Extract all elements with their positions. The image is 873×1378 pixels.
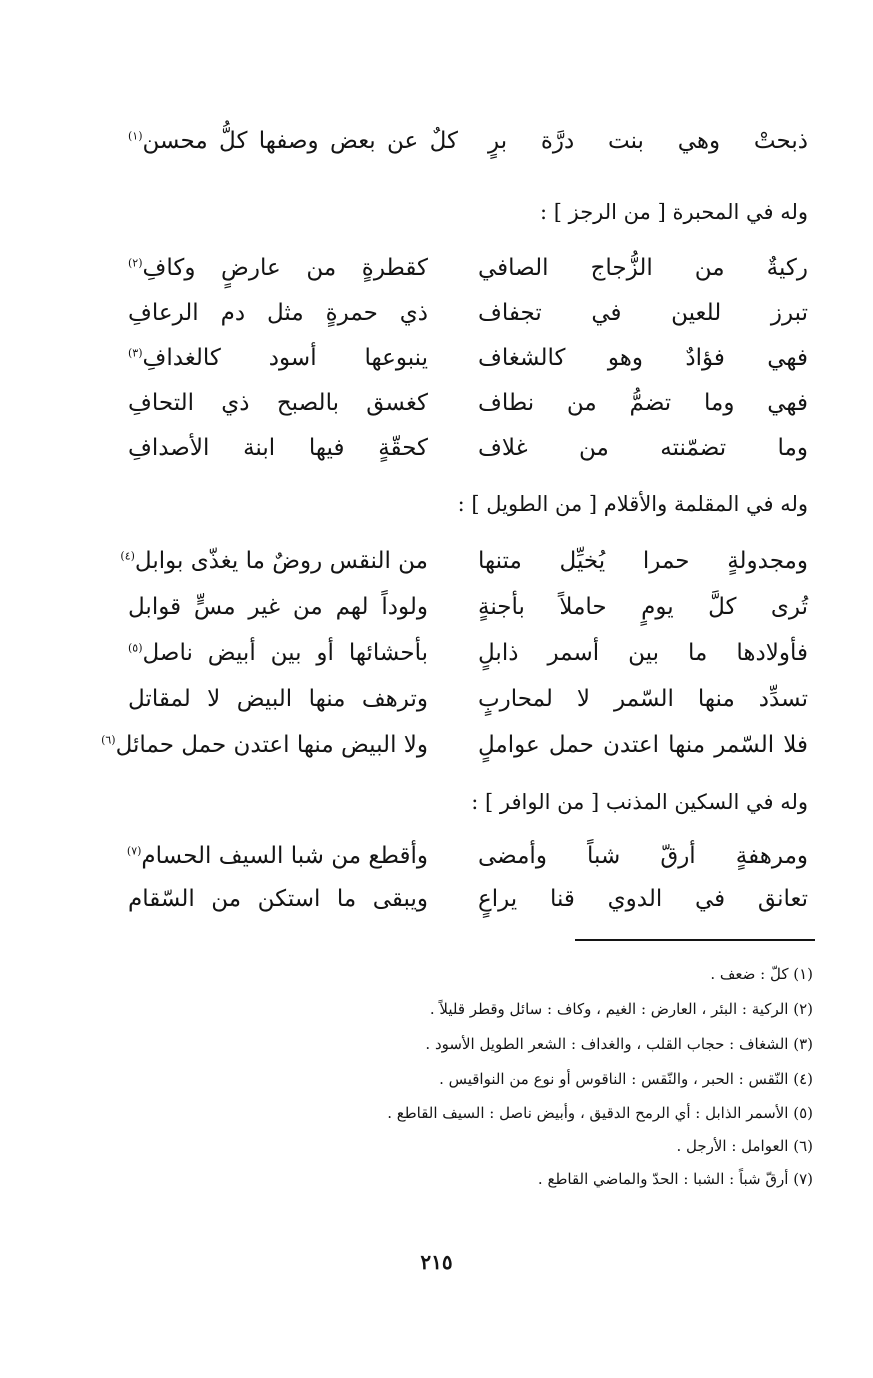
verse-second-hemistich: [128, 345, 428, 371]
verse: [128, 390, 808, 426]
hemistich-text: وأقطع من شبا السيف الحسام: [141, 843, 428, 869]
verse: [120, 548, 808, 584]
footnote: (٥) الأسمر الذابل : أي الرمح الدقيق ، وأبيض ناصل : السيف القاطع .: [387, 1104, 813, 1122]
verse-second-hemistich: [128, 594, 428, 620]
verse-first-hemistich: ومجدولةٍ حمرا يُخيِّل متنها: [478, 548, 808, 574]
hemistich-text: وترهف منها البيض لا لمقاتل: [128, 686, 428, 712]
footnote-marker: (٢): [128, 256, 143, 270]
footnote: (٢) الركية : البئر ، العارض : الغيم ، وكاف : سائل وقطر قليلاً .: [429, 1000, 813, 1018]
verse-first-hemistich: ومرهفةٍ أرقّ شباً وأمضى: [478, 843, 808, 869]
verse-second-hemistich: [128, 686, 428, 712]
section-heading: وله في المحبرة [ من الرجز ] :: [539, 200, 808, 224]
verse: [128, 686, 808, 722]
verse-second-hemistich: [128, 300, 428, 326]
footnote-marker: (٣): [128, 346, 143, 360]
verse: [128, 594, 808, 630]
footnote-marker: (٥): [128, 641, 143, 655]
section-heading: وله في المقلمة والأقلام [ من الطويل ] :: [457, 492, 808, 516]
verse-first-hemistich: فلا السّمر منها اعتدن حمل عواملٍ: [478, 732, 808, 758]
verse-first-hemistich: تُرى كلَّ يومٍ حاملاً بأجنةٍ: [478, 594, 808, 620]
verse: [128, 886, 808, 922]
footnote-marker: (١): [128, 129, 143, 143]
verse-second-hemistich: [128, 128, 458, 154]
footnote-separator: [575, 939, 815, 941]
verse-second-hemistich: [128, 843, 428, 869]
hemistich-text: من النقس روضٌ ما يغذّى بوابل: [134, 548, 428, 574]
verse-first-hemistich: فأولادها ما بين أسمر ذابلٍ: [478, 640, 808, 666]
section-heading: وله في السكين المذنب [ من الوافر ] :: [471, 790, 808, 814]
hemistich-text: ولا البيض منها اعتدن حمل حمائل: [115, 732, 428, 758]
page-number: ٢١٥: [420, 1250, 453, 1274]
footnote: (١) كلّ : ضعف .: [710, 965, 813, 983]
verse-first-hemistich: فهي فؤادٌ وهو كالشغاف: [478, 345, 808, 371]
verse-first-hemistich: تسدِّد منها السّمر لا لمحاربٍ: [478, 686, 808, 712]
footnote: (٦) العوامل : الأرجل .: [676, 1137, 813, 1155]
footnote: (٧) أرقّ شباً : الشبا : الحدّ والماضي القاطع .: [537, 1170, 813, 1188]
verse: [128, 345, 808, 381]
hemistich-text: بأحشائها أو بين أبيض ناصل: [142, 640, 428, 666]
hemistich-text: كلٌ عن بعض وصفها كلُّ محسن: [142, 128, 458, 154]
verse-second-hemistich: [128, 390, 428, 416]
footnote-marker: (٦): [101, 733, 116, 747]
verse-second-hemistich: [128, 435, 428, 461]
verse-second-hemistich: [120, 548, 428, 574]
hemistich-text: ولوداً لهم من غير مسٍّ قوابل: [128, 594, 428, 620]
footnote: (٣) الشغاف : حجاب القلب ، والغداف : الشعر الطويل الأسود .: [425, 1035, 813, 1053]
verse-first-hemistich: ركيةٌ من الزُّجاج الصافي: [478, 255, 808, 281]
footnote-marker: (٧): [126, 844, 142, 858]
verse-first-hemistich: وما تضمّنته من غلاف: [478, 435, 808, 461]
verse-second-hemistich: [128, 640, 428, 666]
hemistich-text: كغسق بالصبح ذي التحافِ: [128, 390, 428, 416]
verse: [128, 255, 808, 291]
verse: [128, 435, 808, 471]
hemistich-text: ويبقى ما استكن من السّقام: [128, 886, 428, 912]
verse: [128, 843, 808, 879]
verse-first-hemistich: فهي وما تضمُّ من نطاف: [478, 390, 808, 416]
footnote-marker: (٤): [120, 549, 135, 563]
verse-first-hemistich: تعانق في الدوي قنا يراعٍ: [478, 886, 808, 912]
verse: [128, 300, 808, 336]
footnote: (٤) النّقس : الحبر ، والنّقس : الناقوس أو نوع من النواقيس .: [439, 1070, 813, 1088]
hemistich-text: كقطرةٍ من عارضٍ وكافِ: [142, 255, 428, 281]
verse: [128, 128, 808, 164]
verse-second-hemistich: [101, 732, 428, 758]
verse-first-hemistich: ذبحتْ وهي بنت درَّة برٍ: [488, 128, 808, 154]
verse-first-hemistich: تبرز للعين في تجفاف: [478, 300, 808, 326]
verse-second-hemistich: [128, 886, 428, 912]
hemistich-text: كحقّةٍ فيها ابنة الأصدافِ: [128, 435, 428, 461]
verse: [128, 640, 808, 676]
hemistich-text: ينبوعها أسود كالغدافِ: [142, 345, 428, 371]
hemistich-text: ذي حمرةٍ مثل دم الرعافِ: [128, 300, 428, 326]
verse-second-hemistich: [128, 255, 428, 281]
verse: [101, 732, 808, 768]
